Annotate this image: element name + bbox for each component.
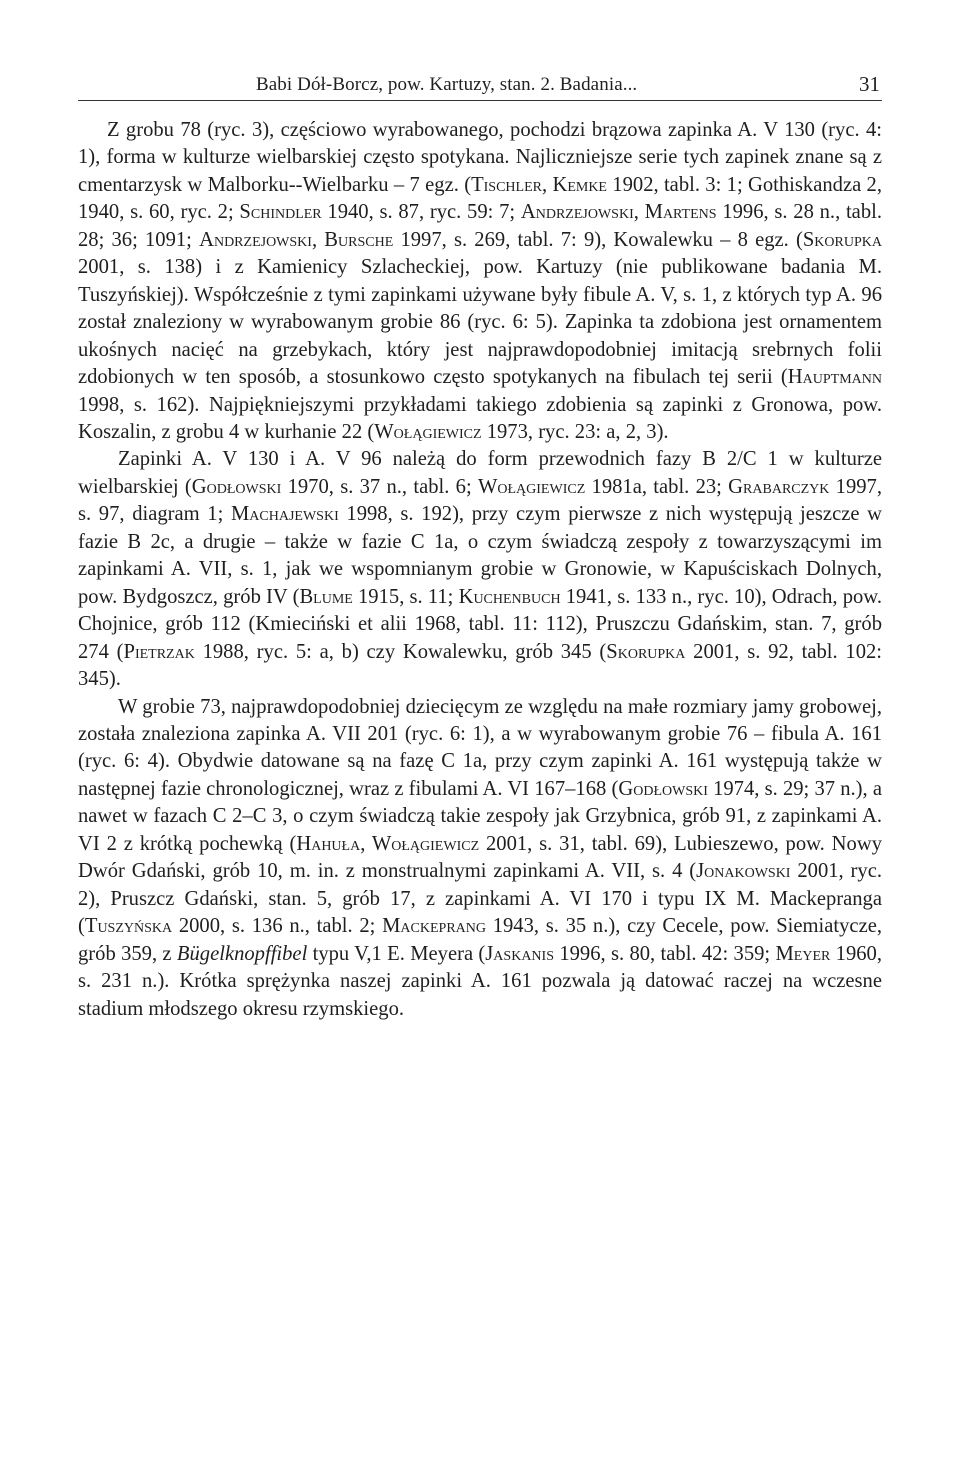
page-number: 31 — [859, 72, 880, 96]
author-citation: Jaskanis — [485, 942, 554, 965]
text-run: 1960, s. 231 n.). Krótka sprężynka naszej zapinki A. 161 pozwala ją datować raczej na wczesne stadium młodszego okresu rzymskiego. — [78, 942, 883, 1020]
text-run: 1974, s. 29; 37 n.), a nawet w fazach C 2–C 3, o czym świadczą takie zespoły jak Grzybnica, grób 91, z zapinkami A. VI 2 z krótką pochewką ( — [78, 777, 882, 855]
text-run: 2001, s. 138) i z Kamienicy Szlacheckiej, pow. Kartuzy (nie publikowane badania M. Tuszyńskiej). Współcześnie z tymi zapinkami używane były fibule A. V, s. 1, z których typ A. 96 został znaleziony w wyrabowanym grobie 86 (ryc. 6: 5). Zapinka ta zdobiona jest ornamentem ukośnych nacięć na grzebykach, który jest najprawdopodobniej imitacją srebrnych folii zdobionych w ten sposób, a stosunkowo często spotykanych na fibulach tej serii ( — [78, 256, 882, 389]
author-citation: Mackeprang — [382, 915, 486, 938]
text-run: 1997, s. 97, diagram 1; — [78, 475, 882, 526]
paragraph-1 — [78, 117, 882, 446]
author-citation: Schindler — [239, 201, 322, 224]
author-citation: Godłowski — [618, 777, 708, 800]
text-run: 1997, s. 269, tabl. 7: 9), Kowalewku – 8 egz. ( — [393, 228, 803, 251]
paragraph-2 — [78, 446, 882, 693]
author-citation: Wołągiewicz — [374, 420, 482, 443]
document-page — [78, 70, 882, 1023]
running-title: Babi Dół-Borcz, pow. Kartuzy, stan. 2. Badania... — [256, 74, 638, 95]
author-citation: Andrzejowski, Bursche — [199, 228, 394, 251]
author-citation: Skorupka — [606, 640, 686, 663]
author-citation: Blume — [299, 585, 353, 608]
italic-term: Bügelknopffibel — [176, 942, 308, 965]
author-citation: Hauptmann — [787, 366, 882, 389]
author-citation: Andrzejowski, Martens — [520, 201, 717, 224]
author-citation: Jonakowski — [696, 860, 791, 883]
text-run: 2001, ryc. 2), Pruszcz Gdański, stan. 5, grób 17, z zapinkami A. VI 170 i typu IX M. Mackepranga ( — [78, 860, 883, 938]
text-run: W grobie 73, najprawdopodobniej dziecięcym ze względu na małe rozmiary jamy grobowej, została znaleziona zapinka A. VII 201 (ryc. 6: 1), a w wyrabowanym grobie 76 – fibula A. 161 (ryc. 6: 4). Obydwie datowane są na fazę C 1a, przy czym zapinki A. 161 występują także w następnej fazie chronologicznej, wraz z fibulami A. VI 167–168 ( — [78, 695, 882, 800]
text-run: 1915, s. 11; — [352, 585, 459, 608]
text-run: 1970, s. 37 n., tabl. 6; — [281, 475, 478, 498]
text-run: 2001, s. 92, tabl. 102: 345). — [78, 640, 883, 691]
author-citation: Godłowski — [191, 475, 282, 498]
text-run: 1996, s. 28 n., tabl. 28; 36; 1091; — [78, 201, 882, 251]
text-run: Zapinki A. V 130 i A. V 96 należą do form przewodnich fazy B 2/C 1 w kulturze wielbarskiej ( — [78, 448, 882, 498]
author-citation: Tuszyńska — [84, 915, 173, 938]
text-run: 1981a, tabl. 23; — [585, 475, 729, 498]
running-header — [78, 70, 882, 101]
body-text — [78, 117, 882, 1023]
text-run: 1943, s. 35 n.), czy Cecele, pow. Siemiatycze, grób 359, z — [78, 915, 882, 965]
author-citation: Hahuła, Wołągiewicz — [296, 832, 480, 855]
author-citation: Kuchenbuch — [458, 585, 561, 608]
text-run: 2001, s. 31, tabl. 69), Lubieszewo, pow. Nowy Dwór Gdański, grób 10, m. in. z monstrualnymi zapinkami A. VII, s. 4 ( — [78, 832, 883, 883]
text-run: typu V,1 E. Meyera ( — [307, 942, 486, 965]
author-citation: Tischler, Kemke — [471, 173, 607, 196]
text-run: 2000, s. 136 n., tabl. 2; — [172, 915, 383, 938]
author-citation: Meyer — [775, 942, 831, 965]
text-run: 1988, ryc. 5: a, b) czy Kowalewku, grób 345 ( — [194, 640, 607, 663]
author-citation: Grabarczyk — [728, 475, 830, 498]
text-run: 1940, s. 87, ryc. 59: 7; — [321, 201, 521, 224]
author-citation: Wołągiewicz — [477, 475, 586, 498]
text-run: 1902, tabl. 3: 1; Gothiskandza 2, 1940, s. 60, ryc. 2; — [78, 173, 882, 224]
text-run: 1941, s. 133 n., ryc. 10), Odrach, pow. Chojnice, grób 112 (Kmieciński et alii 1968, tabl. 11: 112), Pruszczu Gdańskim, stan. 7, grób 274 ( — [78, 585, 882, 663]
text-run: 1998, s. 162). Najpiękniejszymi przykładami takiego zdobienia są zapinki z Gronowa, pow. Koszalin, z grobu 4 w kurhanie 22 ( — [78, 393, 882, 443]
text-run: 1973, ryc. 23: a, 2, 3). — [481, 420, 669, 443]
author-citation: Pietrzak — [123, 640, 195, 663]
paragraph-3 — [78, 694, 882, 1023]
text-run: 1996, s. 80, tabl. 42: 359; — [554, 942, 776, 965]
author-citation: Machajewski — [230, 503, 339, 526]
text-run: Z grobu 78 (ryc. 3), częściowo wyrabowanego, pochodzi brązowa zapinka A. V 130 (ryc. 4: 1), forma w kulturze wielbarskiej często spotykana. Najliczniejsze serie tych zapinek znane są z cmentarzysk w Malborku--Wielbarku – 7 egz. ( — [78, 119, 882, 196]
text-run: 1998, s. 192), przy czym pierwsze z nich występują jeszcze w fazie B 2c, a drugie – także w fazie C 1a, o czym świadczą zespoły z towarzyszącymi im zapinkami A. VII, s. 1, jak we wspomnianym grobie w Gronowie, w Kapuściskach Dolnych, pow. Bydgoszcz, grób IV ( — [78, 503, 883, 608]
author-citation: Skorupka — [802, 228, 882, 251]
